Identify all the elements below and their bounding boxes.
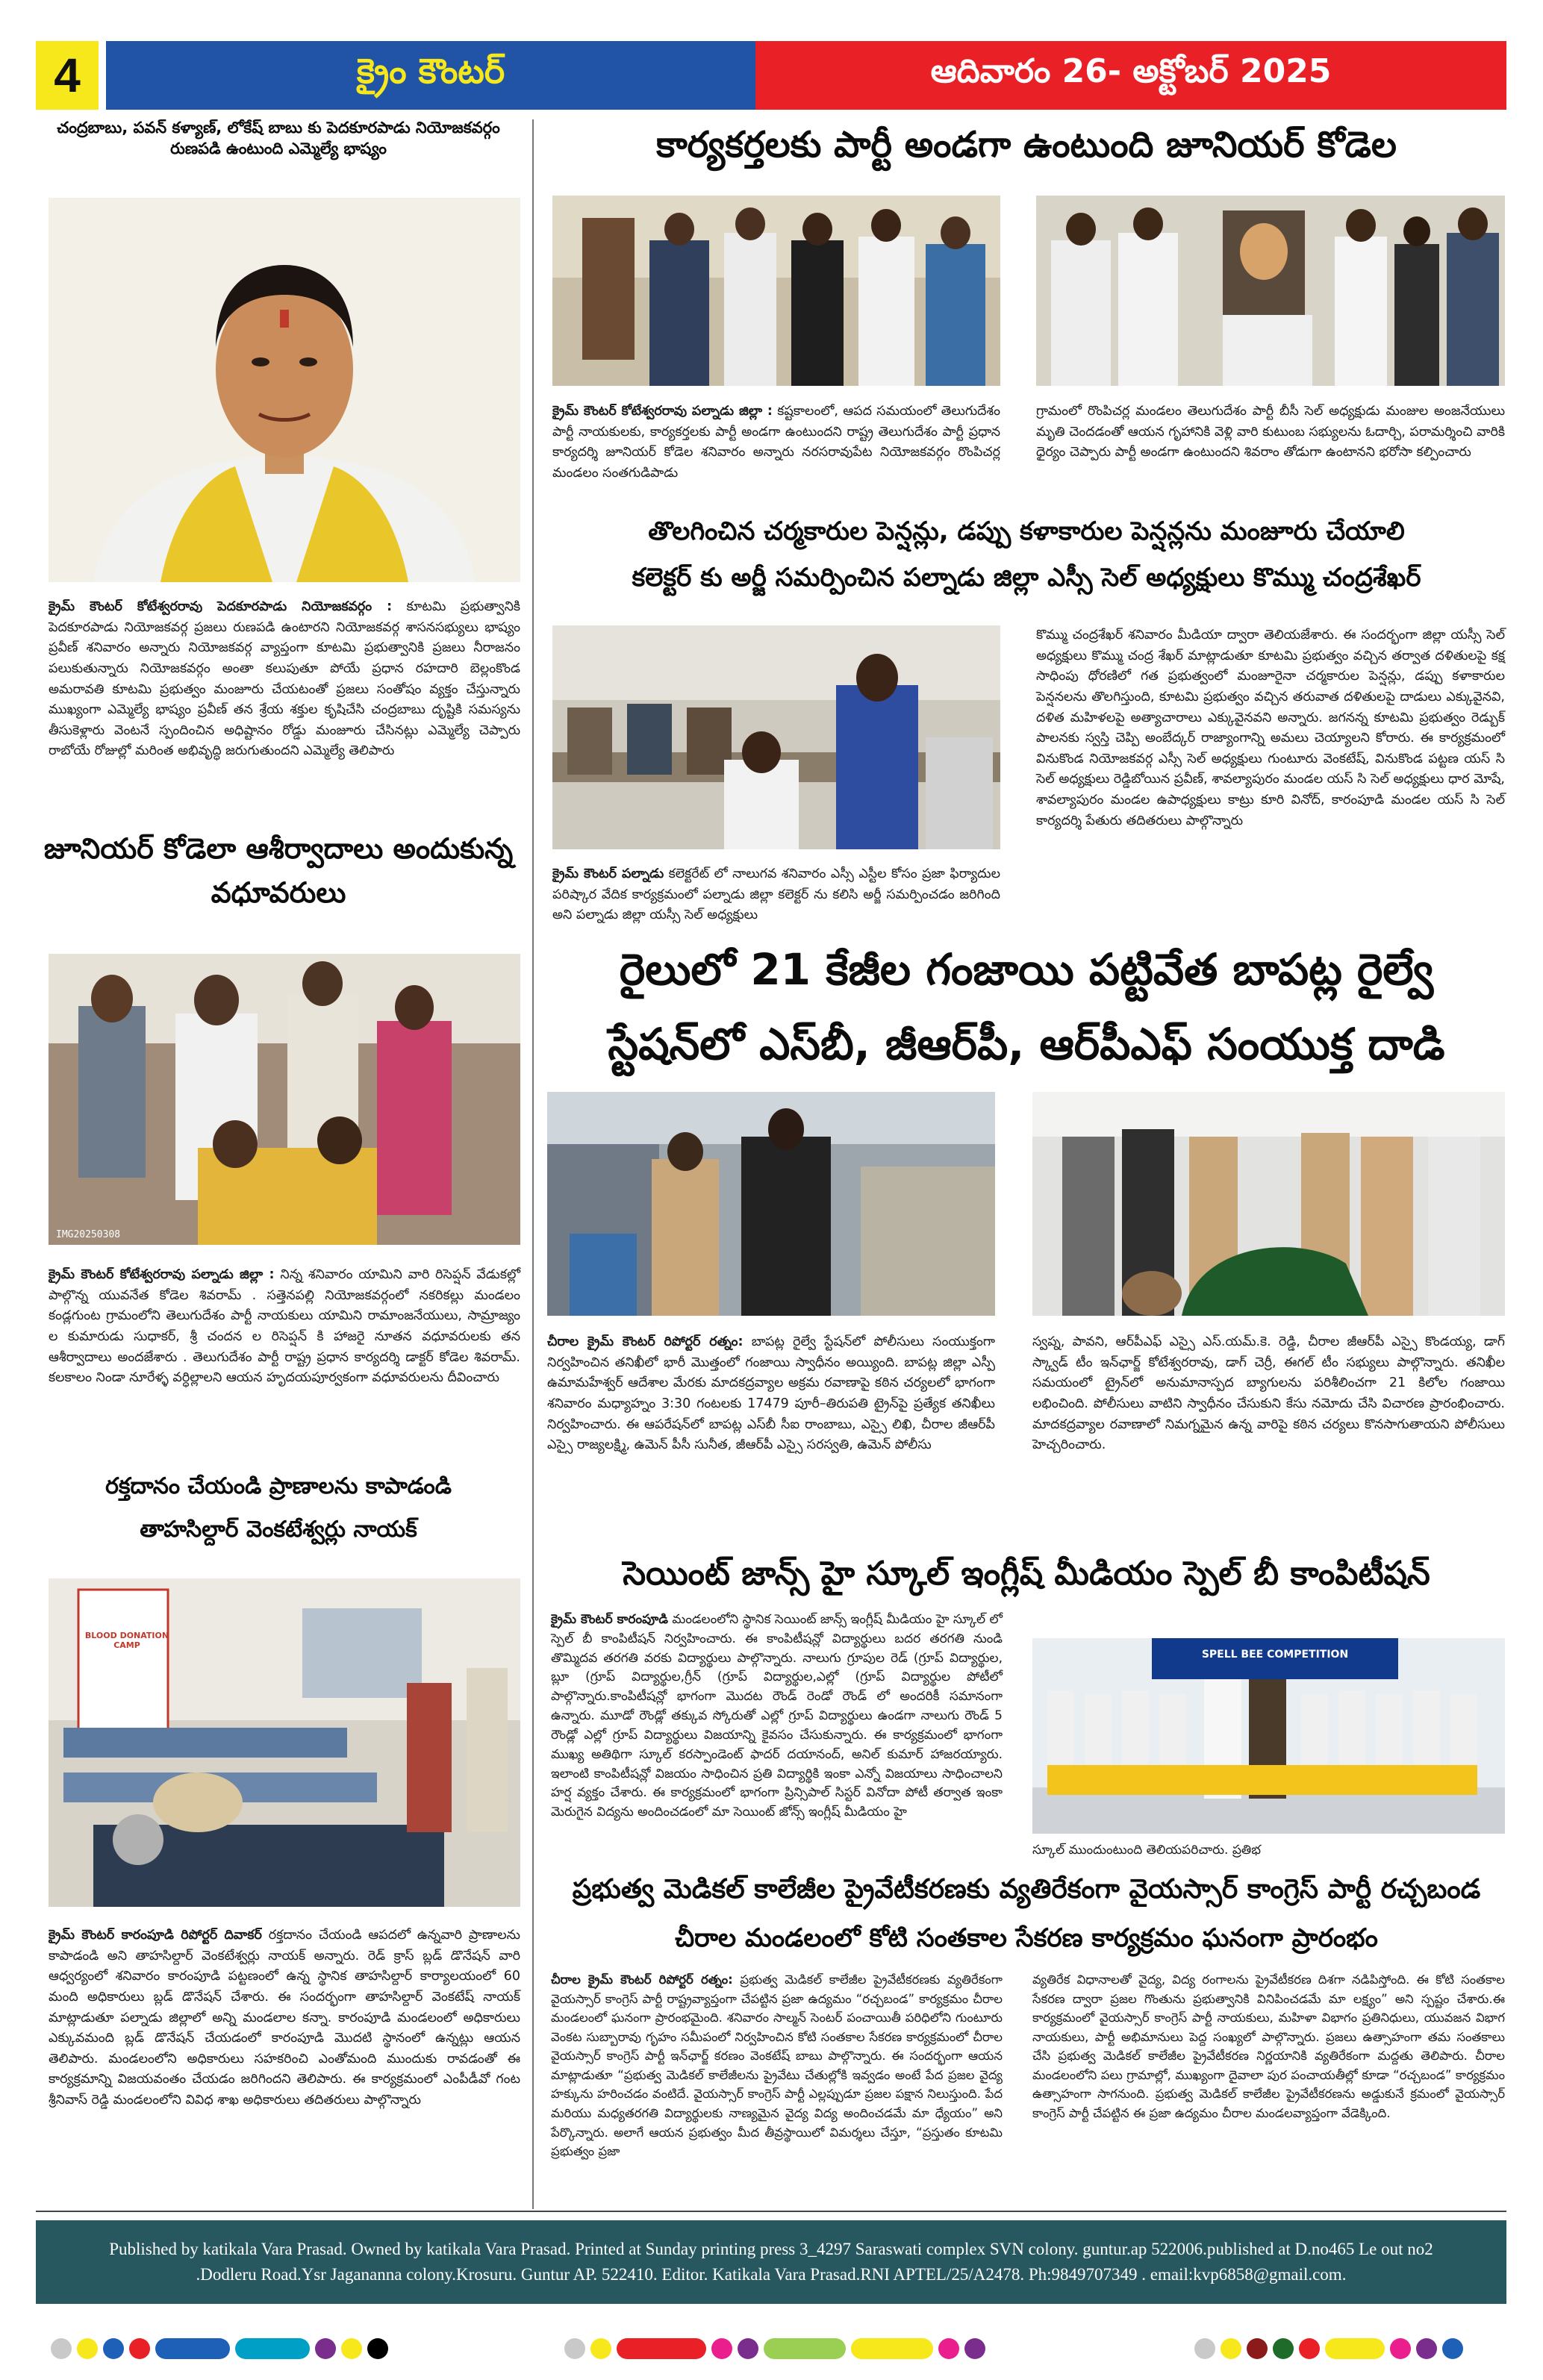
- story4-text-left: కష్టకాలంలో, ఆపద సమయంలో తెలుగుదేశం పార్టీ నాయకులకు, కార్యకర్తలకు పార్టీ అండగా ఉంటుందని రాష్ట్ర తెలుగుదేశం పార్టీ ప్రధాన కార్యదర్శి జూనియర్ కోడెల శనివారం అన్నారు నరసరావుపేట నియోజకవర్గం రొంపిచర్ల మండలం సంతగుడిపాడు: [552, 404, 1000, 481]
- story3-banner-text: BLOOD DONATION CAMP: [84, 1631, 169, 1650]
- story8-body-left: [551, 1970, 1003, 2161]
- story1-body: [49, 597, 520, 762]
- imprint-line-1: Published by katikala Vara Prasad. Owned by katikala Vara Prasad. Printed at Sunday printing press 3_4297 Saraswati complex SVN colony. guntur.ap 522006.published at D.no465 Le out no2: [109, 2239, 1433, 2258]
- story6-train-photo: [547, 1092, 995, 1316]
- imprint-text: [73, 2237, 1469, 2288]
- story7-headline: సెయింట్ జాన్స్ హై స్కూల్ ఇంగ్లీష్ మీడియం స్పెల్ బీ కాంపిటీషన్: [623, 1555, 1430, 1593]
- story6-seized-ganja-photo: [1032, 1092, 1505, 1316]
- column-divider: [532, 119, 534, 2209]
- story6-body-left: [547, 1332, 995, 1456]
- story1-text: కూటమి ప్రభుత్వానికి పెదకూరపాడు నియోజకవర్గ ప్రజలు రుణపడి ఉంటారని నియోజకవర్గ శాసనసభ్యులు భాష్యం ప్రవీణ్ శనివారం అన్నారు నియోజకవర్గ వ్యాప్తంగా కూటమి ప్రభుత్వానికి ప్రజలు నీరాజనం పలుకుతున్నారు నియోజకవర్గం అంతా కలుపుతూ పోయే ప్రధాన రహదారి బెల్లంకొండ అమరావతి కూటమి ప్రభుత్వం మంజూరు చేయటంతో ప్రజలు సంతోషం వ్యక్తం చేస్తున్నారు ముఖ్యంగా ఎమ్మెల్యే భాష్యం ప్రవీణ్ తన శ్రేయ శక్తుల కృషిచేసి చంద్రబాబు దృష్టికి సమస్యను తీసుకెళ్లారు వెంటనే స్పందించిన అధిష్టానం రోడ్డు మంజూరు చేసినట్లు ఎమ్మెల్యే చెప్పారు రాబోయే రోజుల్లో మరింత అభివృద్ధి జరుగుతుందని ఎమ్మెల్యే తెలిపారు: [49, 599, 520, 759]
- story8-headline-2: చీరాల మండలంలో కోటి సంతకాల సేకరణ కార్యక్రమం ఘనంగా ప్రారంభం: [675, 1923, 1378, 1953]
- story7-body-right: స్కూల్ ముందుంటుంది తెలియపరిచారు. ప్రతిభ: [1032, 1843, 1261, 1858]
- story2-dateline: క్రైమ్ కౌంటర్ కోటేశ్వరరావు పల్నాడు జిల్లా :: [49, 1267, 275, 1282]
- story1-headline: చంద్రబాబు, పవన్ కళ్యాణ్, లోకేష్ బాబు కు పెదకూరపాడు నియోజకవర్గం రుణపడి ఉంటుంది ఎమ్మెల్యే భాష్యం: [57, 119, 500, 157]
- color-strip-left: [51, 2336, 388, 2361]
- story6-dateline: చీరాల క్రైమ్ కౌంటర్ రిపోర్టర్ రత్నం:: [547, 1334, 744, 1349]
- story6-body-right: స్వప్న, పావని, ఆర్‌పీఎఫ్ ఎస్సై ఎస్.యమ్.కె. రెడ్డి, చీరాల జీఆర్‌పీ ఎస్సై కొండయ్య, డాగ్ స్క్వాడ్ టీం ఇన్‌ఛార్జ్ కోటేశ్వరరావు, డాగ్ చెర్రీ, ఈగల్ టీం సభ్యులు పాల్గొన్నారు. తనిఖీల సమయంలో ట్రైన్‌లో అనుమానాస్పద బ్యాగులను పరిశీలించగా 21 కిలోల గంజాయి లభించింది. పోలీసులు వాటిని స్వాధీనం చేసుకుని కేసు నమోదు చేసి విచారణ ప్రారంభించారు. మాదకద్రవ్యాల రవాణాలో నిమగ్నమైన ఉన్న వారిపై కఠిన చర్యలు కొనసాగుతాయని పోలీసులు హెచ్చరించారు.: [1032, 1334, 1505, 1453]
- story5-text-left: కలెక్టరేట్ లో నాలుగవ శనివారం ఎస్సీ ఎస్టీల కోసం ప్రజా ఫిర్యాదుల పరిష్కార వేదిక కార్యక్రమంలో పల్నాడు జిల్లా కలెక్టర్ ను కలిసి అర్జీ సమర్పించడం జరిగింది అని పల్నాడు జిల్లా యస్సీ సెల్ అధ్యక్షులు: [552, 866, 1000, 923]
- brand-block: [106, 41, 755, 110]
- story8-body-right: వ్యతిరేక విధానాలతో వైద్య, విద్య రంగాలను ప్రైవేటీకరణ దిశగా నడిపిస్తోంది. ఈ కోటి సంతకాల సేకరణ ద్వారా ప్రజల గొంతును ప్రభుత్వానికి వినిపించడమే మా లక్ష్యం” అని స్పష్టం చేశారు.ఈ కార్యక్రమంలో వైయస్సార్ కాంగ్రెస్ పార్టీ నాయకులు, మహిళా విభాగం ప్రతినిధులు, యువజన విభాగ నాయకులు, పార్టీ అభిమానులు పెద్ద సంఖ్యలో పాల్గొన్నారు. ప్రజలు ఉత్సాహంగా తమ సంతకాలు చేసి ప్రభుత్వ మెడికల్ కాలేజీల ప్రైవేటీకరణ నిర్ణయానికి వ్యతిరేకంగా మద్దతు తెలిపారు. చీరాల మండలంలోని పలు గ్రామాల్లో, ముఖ్యంగా దైవాలా పుర పంచాయతీల్లో కూడా “రచ్చబండ” కార్యక్రమం ఉత్సాహంగా సాగనుంది. ప్రభుత్వ మెడికల్ కాలేజీల ప్రైవేటీకరణను అడ్డుకునే క్రమంలో వైయస్సార్ కాంగ్రెస్ పార్టీ చేపట్టిన ఈ ప్రజా ఉద్యమం చీరాల మండలవ్యాప్తంగా వేడెక్కింది.: [1032, 1973, 1505, 2120]
- footer-rule: [36, 2211, 1506, 2212]
- story4-body-right: గ్రామంలో రొంపిచర్ల మండలం తెలుగుదేశం పార్టీ బీసీ సెల్ అధ్యక్షుడు మంజుల అంజనేయులు మృతి చెందడంతో ఆయన గృహానికి వెళ్లి వారి కుటుంబ సభ్యులను ఓదార్చి, పరామర్శించి వారికి ధైర్యం చెప్పారు పార్టీ అండగా ఉంటుందని శివరాం తోడుగా ఉంటానని భరోసా కల్పించారు: [1036, 404, 1505, 460]
- story2-photo-stamp: IMG20250308: [56, 1229, 121, 1240]
- story8-dateline: చీరాల క్రైమ్ కౌంటర్ రిపోర్టర్ రత్నం:: [551, 1973, 733, 1987]
- story4-dateline: క్రైమ్ కౌంటర్ కోటేశ్వరరావు పల్నాడు జిల్లా :: [552, 404, 773, 419]
- story5-body-right: కొమ్ము చంద్రశేఖర్ శనివారం మీడియా ద్వారా తెలియజేశారు. ఈ సందర్భంగా జిల్లా యస్సీ సెల్ అధ్యక్షులు కొమ్ము చంద్ర శేఖర్ మాట్లాడుతూ కూటమి ప్రభుత్వం వచ్చిన తర్వాత దళితులపై కక్ష సాధింపు ధోరణిలో గత ప్రభుత్వంలో మంజూరైనా చర్మకారుల పెన్షన్లు, డప్పు కళాకారుల పెన్షనలను తొలగిస్తుంది, కూటమి ప్రభుత్వం వచ్చిన తరువాత దళితులపై దాడులు ఎక్కువైనవి, దళిత మహిళలపై అత్యాచారాలు ఎక్కువైనవని అన్నారు. జగనన్న కూటమి ప్రభుత్వం రెడ్బుక్ పాలనకు స్వస్తి చెప్పి అంబేద్కర్ రాజ్యాంగాన్ని అమలు చెయ్యాలని కోరారు. ఈ కార్యక్రమంలో వినుకొండ నియోజకవర్గ ఎస్సీ సెల్ అధ్యక్షులు గుంటూరు వెంకటేష్, వినుకొండ పట్టణ యస్ సి సెల్ అధ్యక్షులు రెడ్డిబోయిన ప్రవీణ్, శావల్యాపురం మండల యస్ సి సెల్ అధ్యక్షులు ధార మోషే, శావల్యాపురం మండల ఉపాధ్యక్షులు కాట్రు కూరి వినోద్, కారంపూడి మండల యస్ సి సెల్ కార్యదర్శి పేతురు తదితరులు పాల్గొన్నారు: [1036, 628, 1505, 828]
- story4-headline: కార్యకర్తలకు పార్టీ అండగా ఉంటుంది జూనియర్ కోడెల: [656, 124, 1397, 166]
- story3-headline-2: తాహసిల్దార్ వెంకటేశ్వర్లు నాయక్: [140, 1517, 417, 1543]
- story7-text-left: మండలంలోని స్థానిక సెయింట్ జాన్స్ ఇంగ్లీష్ మీడియం హై స్కూల్ లో స్పెల్ బీ కాంపిటీషన్ నిర్వహించారు. ఈ కాంపిటీషన్లో విద్యార్థులు బదర తరగతి నుండి తొమ్మిదవ తరగతి వరకు విద్యార్థులు పాల్గొన్నారు. నాలుగు గ్రూపుల రెడ్ (గ్రూప్ విద్యార్థుల, బ్లూ (గ్రూప్ విద్యార్థుల,గ్రీన్ (గ్రూప్ విద్యార్థుల,ఎల్లో (గ్రూప్ విద్యార్థుల పోటీలో పాల్గొన్నారు.కాంపిటీషన్లో భాగంగా మొదట రౌండ్ రెండో రౌండ్ లో అందరికీ సమానంగా ఉన్నారు. మూడో రౌండ్లో తక్కువ స్కోరుతో ఎల్లో గ్రూప్ విద్యార్థులు ఉండగా నాలుగు రౌండ్ 5 రౌండ్లో ఎల్లో గ్రూప్ విద్యార్థులు విజయాన్ని కైవసం చేసుకున్నారు. ఈ కార్యక్రమంలో భాగంగా ముఖ్య అతిథిగా స్కూల్ కరస్పాండెంట్ ఫాదర్ దయానంద్, అనిల్ కుమార్ హాజరయ్యారు. ఇలాంటి కాంపిటీషన్లో విజయం సాధించిన ప్రతి విద్యార్థికి ఇంకా ఎన్నో విజయాలు సాధించాలని హర్ష వ్యక్తం చేశారు. ఈ కార్యక్రమంలో భాగంగా ప్రిన్సిపాల్ సిస్టర్ వినోదా పోటీ తర్వాత ఇంకా మెరుగైన విద్యను అందించడంలో మా సెయింట్ జోన్స్ ఇంగ్లీష్ మీడియం హై: [551, 1612, 1003, 1820]
- story7-spell-bee-photo: [1032, 1638, 1505, 1834]
- story5-body-left: [552, 864, 1000, 926]
- story2-body: [49, 1265, 520, 1389]
- brand-title: క్రైం కౌంటర్: [356, 51, 505, 91]
- issue-date: ఆదివారం 26- అక్టోబర్ 2025: [930, 52, 1332, 90]
- story5-headline-1: తొలగించిన చర్మకారుల పెన్షన్లు, డప్పు కళాకారుల పెన్షన్లను మంజూరు చేయాలి: [648, 516, 1405, 546]
- story3-text: రక్తదానం చేయండి ఆపదలో ఉన్నవారి ప్రాణాలను కాపాడండి అని తాహసిల్దార్ వెంకటేశ్వర్లు నాయక్ అన్నారు. రెడ్ క్రాస్ బ్లడ్ డొనేషన్ వారి ఆధ్వర్యంలో శనివారం కారంపూడి పట్టణంలో ఉన్న స్థానిక తాహసిల్దార్ కార్యాలయంలో 60 మంది అధికారులు బ్లడ్ డొనేషన్ చేశారు. ఈ సందర్భంగా తాహసిల్దార్ వెంకటేష్ నాయక్ మాట్లాడుతూ పల్నాడు జిల్లాలో అన్ని మండలాల కన్నా. కారంపూడి మండలంలో అధికారులు ఎక్కువమంది బ్లడ్ డొనేషన్ చేయడంలో కారంపూడి మొదటి స్థానంలో ఉన్నట్లు ఆయన తెలిపారు. మండలంలోని అధికారులు సహకరించి ఎంతోమంది ముందుకు రావడంతో ఈ కార్యక్రమాన్ని విజయవంతం చేయడం జరిగిందని తెలిపారు. ఈ కార్యక్రమంలో ఎంపీడీవో గంట శ్రీనివాస్ రెడ్డి మండలంలోని వివిధ శాఖ అధికారులు తదితరులు పాల్గొన్నారు: [49, 1928, 520, 2108]
- color-strip-center: [564, 2336, 985, 2361]
- story8-headline-1: ప్రభుత్వ మెడికల్ కాలేజీల ప్రైవేటీకరణకు వ్యతిరేకంగా వైయస్సార్ కాంగ్రెస్ పార్టీ రచ్చబండ: [572, 1874, 1481, 1905]
- story6-headline-2: స్టేషన్‌లో ఎస్‌బీ, జీఆర్‌పీ, ఆర్‌పీఎఫ్ సంయుక్త దాడి: [608, 1019, 1445, 1069]
- story7-dateline: క్రైమ్ కౌంటర్ కారంపూడి: [551, 1612, 668, 1627]
- story3-dateline: క్రైమ్ కౌంటర్ కారంపూడి రిపోర్టర్ దివాకర్: [49, 1928, 262, 1943]
- story2-headline: జూనియర్ కోడెలా ఆశీర్వాదాలు అందుకున్న వధూవరులు: [43, 832, 514, 909]
- story5-collector-meeting-photo: [552, 625, 1000, 849]
- story5-dateline: క్రైమ్ కౌంటర్ పల్నాడు: [552, 866, 664, 881]
- imprint-line-2: .Dodleru Road.Ysr Jagananna colony.Krosuru. Guntur AP. 522410. Editor. Katikala Vara Prasad.RNI APTEL/25/A2478. Ph:9849707349 . email:kvp6858@gmail.com.: [196, 2265, 1347, 2284]
- story4-photo-left: [552, 196, 1000, 386]
- story3-body: [49, 1925, 520, 2111]
- imprint-footer: [36, 2220, 1506, 2304]
- page-header: [36, 41, 1506, 110]
- story5-headline-2: కలెక్టర్ కు అర్జీ సమర్పించిన పల్నాడు జిల్లా ఎస్సీ సెల్ అధ్యక్షులు కొమ్ము చంద్రశేఖర్: [632, 563, 1421, 593]
- story1-dateline: క్రైమ్ కౌంటర్ కోటేశ్వరరావు పెదకూరపాడు నియోజకవర్గం :: [49, 599, 393, 614]
- story4-body-left: [552, 402, 1000, 484]
- story3-headline-1: రక్తదానం చేయండి ప్రాణాలను కాపాడండి: [105, 1473, 452, 1499]
- color-strip-right: [1194, 2336, 1463, 2361]
- date-block: [755, 41, 1506, 110]
- story3-blood-donation-photo: [49, 1578, 520, 1907]
- story6-headline-1: రైలులో 21 కేజీల గంజాయి పట్టివేత బాపట్ల రైల్వే: [619, 944, 1434, 995]
- story2-wedding-photo: [49, 954, 520, 1245]
- story2-text: నిన్న శనివారం యామిని వారి రిసెప్షన్ వేడుకల్లో పాల్గొన్న యువనేత కోడెల శివరామ్ . సత్తెనపల్లి నియోజకవర్గంలో నకరికల్లు మండలం కండ్లగుంట గ్రామంలోని తెలుగుదేశం పార్టీ నాయకులు యామిని రామాంజనేయులు, సామ్రాజ్యం ల కుమారుడు సుధాకర్, శ్రీ చందన ల రిసెప్షన్ కి హాజరై నూతన వధూవరులకు తన ఆశీర్వాదాలు అందజేశారు . తెలుగుదేశం పార్టీ రాష్ట్ర ప్రధాన కార్యదర్శి డాక్టర్ కోడెల శివరామ్. కలకాలం నిండా నూరేళ్ళ వర్ధిల్లాలని ఆయన హృదయపూర్వకంగా వధూవరులను దీవించారు: [49, 1267, 520, 1386]
- story1-portrait-photo: [49, 198, 520, 582]
- story6-text-left: బాపట్ల రైల్వే స్టేషన్‌లో పోలీసులు సంయుక్తంగా నిర్వహించిన తనిఖీలో భారీ మొత్తంలో గంజాయి స్వాధీనం అయ్యింది. బాపట్ల జిల్లా ఎస్పీ ఉమామహేశ్వర్ ఆదేశాల మేరకు మాదకద్రవ్యాల అక్రమ రవాణాపై కఠిన చర్యలలో భాగంగా శనివారం మధ్యాహ్నం 3:30 గంటలకు 17479 పూరీ–తిరుపతి ట్రైన్‌పై ప్రత్యేక తనిఖీలు నిర్వహించారు. ఈ ఆపరేషన్‌లో బాపట్ల ఎస్‌బీ సీఐ రాంబాబు, ఎస్సై లిఖి, చీరాల జీఆర్‌పీ ఎస్సై రాజ్యలక్ష్మి, ఉమెన్ పీసీ సునీత, జీఆర్‌పీ ఎస్సై సరస్వతి, ఉమెన్ పోలీసు: [547, 1334, 995, 1453]
- story7-banner-text: SPELL BEE COMPETITION: [1201, 1649, 1349, 1661]
- story4-photo-right: [1036, 196, 1505, 386]
- story8-text-left: ప్రభుత్వ మెడికల్ కాలేజీల ప్రైవేటీకరణకు వ్యతిరేకంగా వైయస్సార్ కాంగ్రెస్ పార్టీ రాష్ట్రవ్యాప్తంగా చేపట్టిన ప్రజా ఉద్యమం “రచ్చబండ” కార్యక్రమం చీరాల మండలంలో ఘనంగా ప్రారంభమైంది. శనివారం సాల్మన్ సెంటర్ పంచాయితీ పరిధిలోని గుంటూరు వెంకట సుబ్బారావు గృహం సమీపంలో నిర్వహించిన కోటి సంతకాల సేకరణ కార్యక్రమంలో చీరాల వైయస్సార్ కాంగ్రెస్ పార్టీ ఇన్‌ఛార్జ్ కరణం వెంకటేష్ బాబు పాల్గొన్నారు. ఈ సందర్భంగా ఆయన మాట్లాడుతూ “ప్రభుత్వ మెడికల్ కాలేజీలను ప్రైవేటు చేతుల్లోకి ఇవ్వడం అంటే పేద ప్రజల వైద్య హక్కును హరించడం వంటిదే. వైయస్సార్ కాంగ్రెస్ పార్టీ ఎల్లప్పుడూ ప్రజల పక్షాన నిలుస్తుంది. పేద మరియు మధ్యతరగతి విద్యార్థులకు నాణ్యమైన వైద్య విద్య అందించడమే మా ధ్యేయం” అని పేర్కొన్నారు. అలాగే ఆయన ప్రభుత్వం మీద తీవ్రస్థాయిలో విమర్శలు చేస్తూ, “ప్రస్తుతం కూటమి ప్రభుత్వం ప్రజా: [551, 1973, 1003, 2159]
- story7-body-left: [551, 1611, 1003, 1823]
- page-number: 4: [36, 41, 99, 110]
